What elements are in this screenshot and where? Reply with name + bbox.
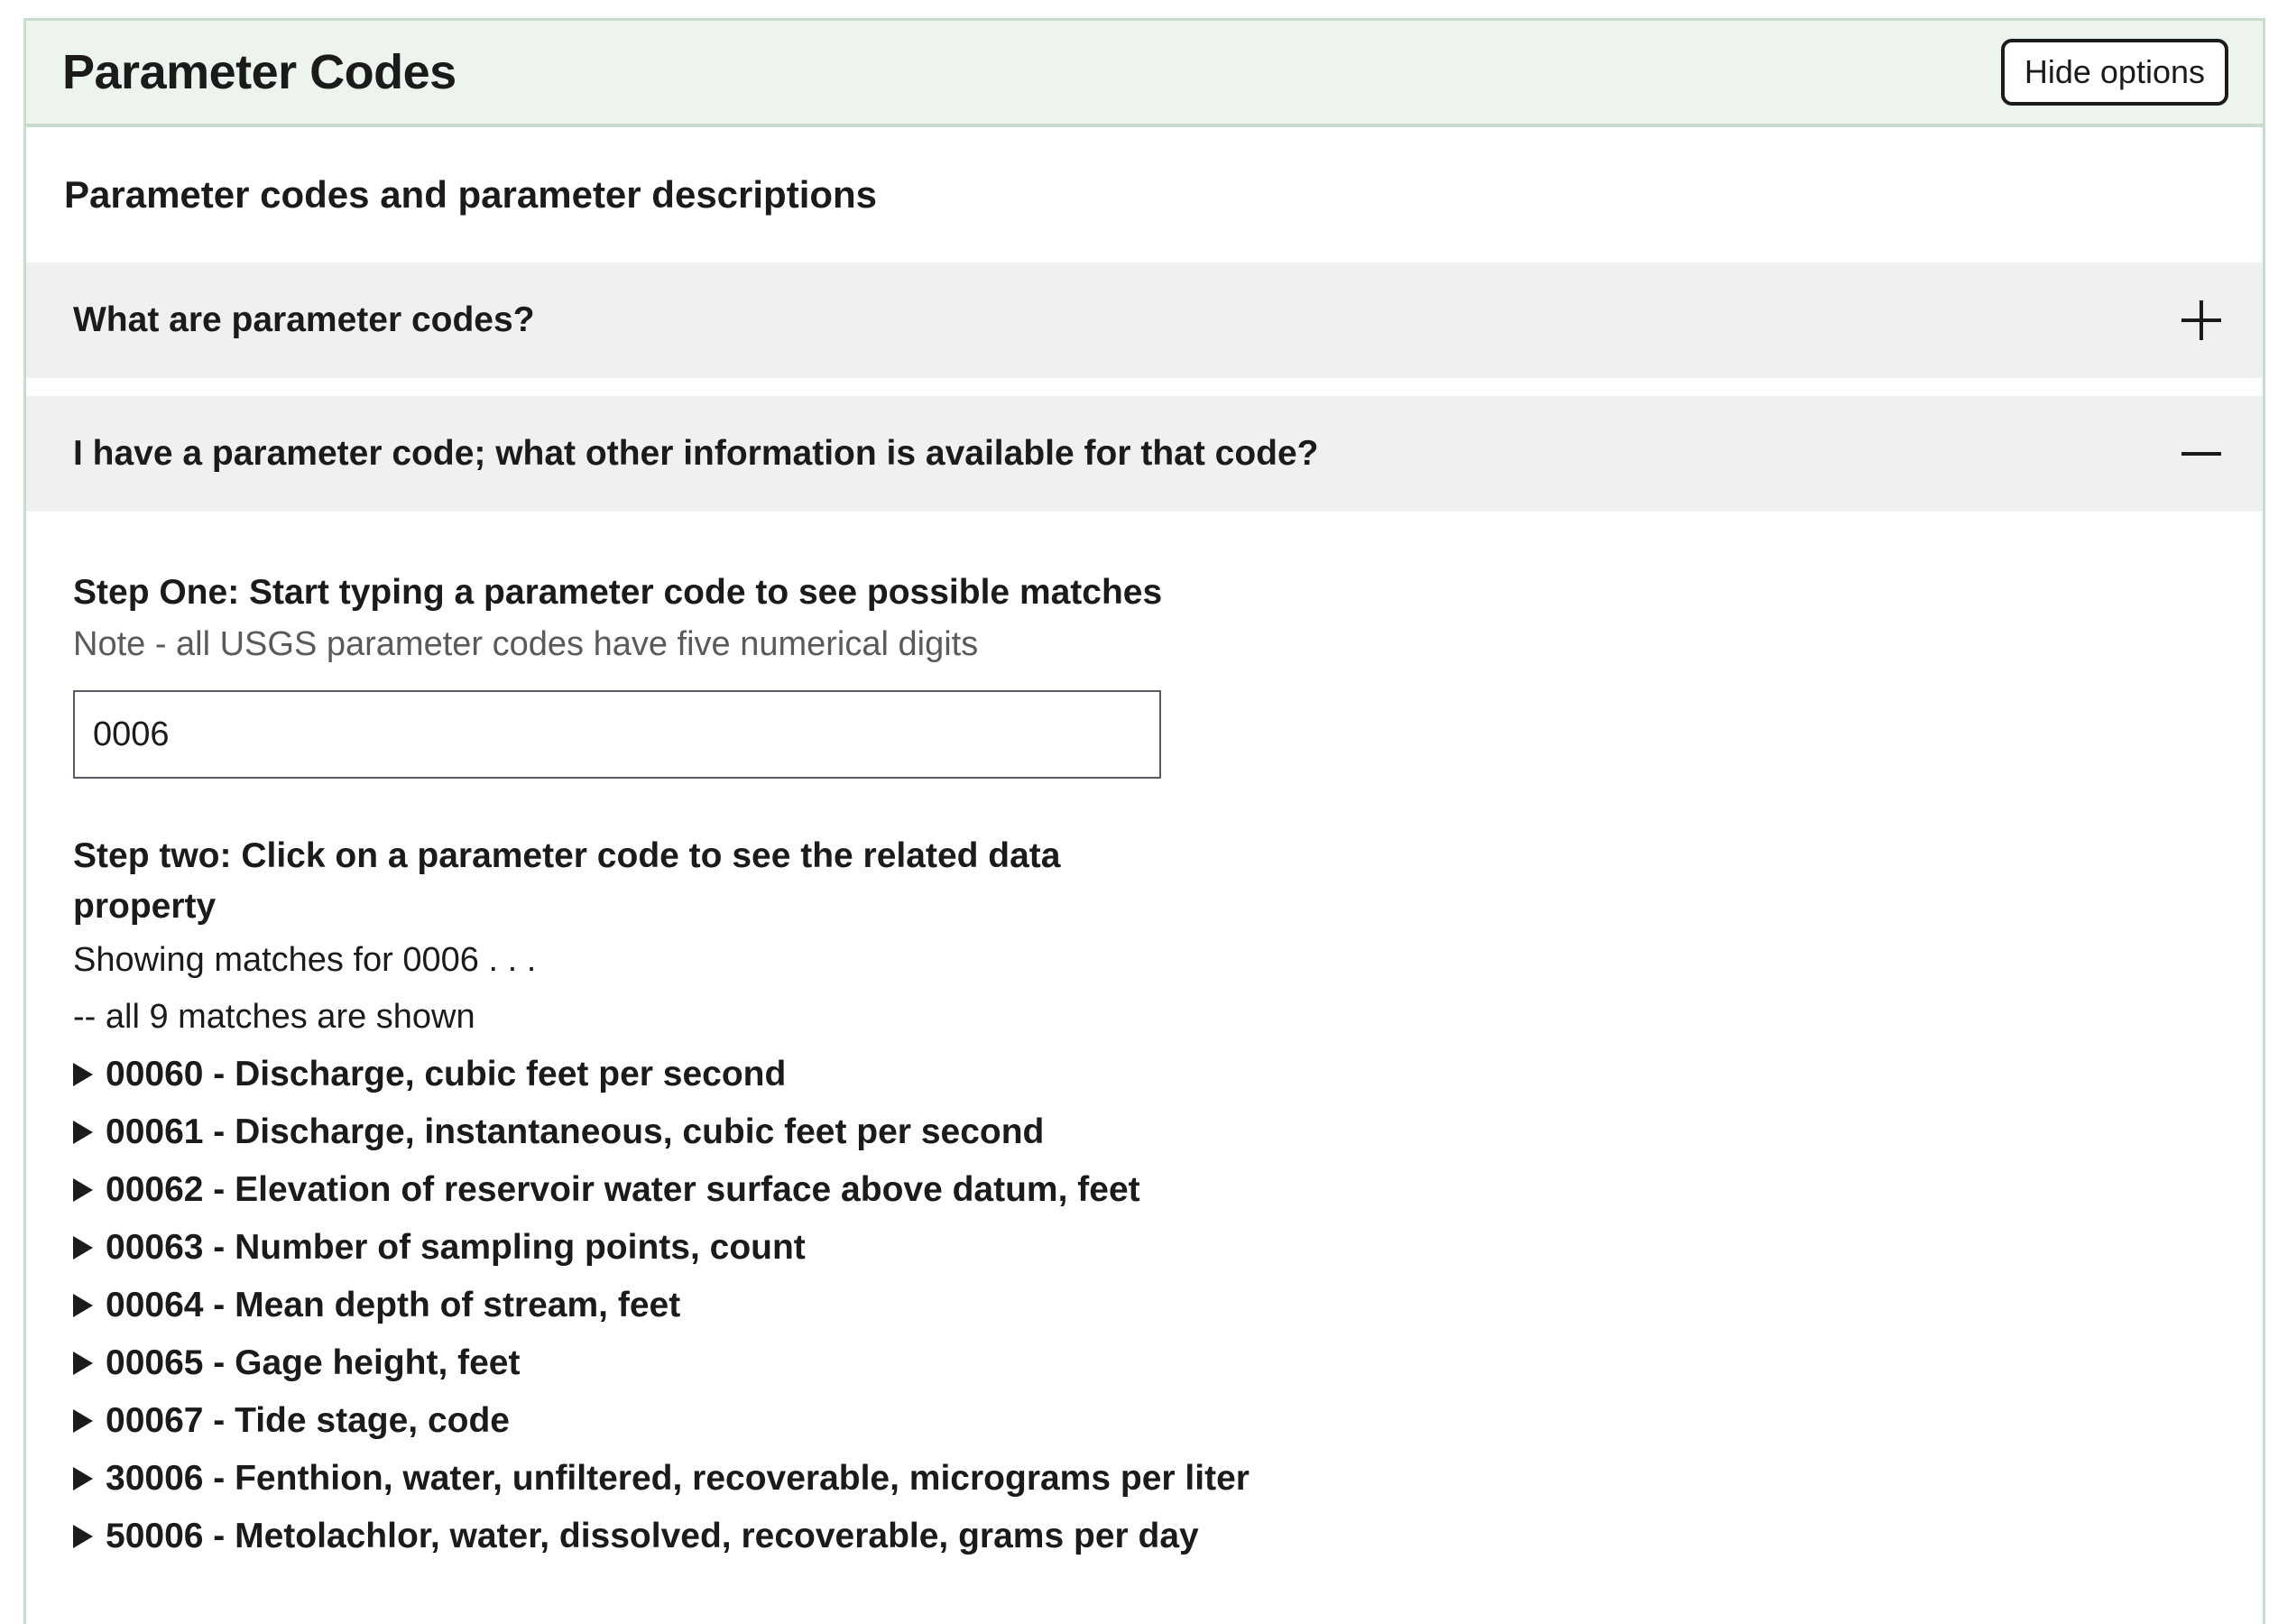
- disclosure-triangle-icon: [73, 1178, 93, 1202]
- match-item[interactable]: [73, 1161, 2216, 1219]
- match-item[interactable]: [73, 1392, 2216, 1450]
- section-heading: Parameter codes and parameter descriptions: [64, 173, 878, 216]
- panel-header: [26, 21, 2263, 127]
- disclosure-triangle-icon: [73, 1352, 93, 1375]
- match-label: 00062 - Elevation of reservoir water surface above datum, feet: [106, 1170, 1140, 1209]
- match-label: 30006 - Fenthion, water, unfiltered, recoverable, micrograms per liter: [106, 1459, 1250, 1498]
- accordion-content: [26, 512, 2263, 1565]
- match-label: 00065 - Gage height, feet: [106, 1343, 521, 1382]
- hide-options-button[interactable]: Hide options: [2001, 39, 2228, 106]
- step-two-title: Step two: Click on a parameter code to see the related data property: [73, 836, 1061, 926]
- disclosure-triangle-icon: [73, 1525, 93, 1548]
- minus-icon: [2181, 434, 2221, 474]
- match-item[interactable]: [73, 1334, 2216, 1392]
- disclosure-triangle-icon: [73, 1294, 93, 1317]
- match-label: 00063 - Number of sampling points, count: [106, 1228, 806, 1267]
- match-count-text: -- all 9 matches are shown: [73, 998, 475, 1036]
- disclosure-triangle-icon: [73, 1467, 93, 1490]
- match-label: 50006 - Metolachlor, water, dissolved, recoverable, grams per day: [106, 1517, 1199, 1555]
- match-item[interactable]: [73, 1450, 2216, 1508]
- accordion-label: I have a parameter code; what other information is available for that code?: [73, 434, 1319, 473]
- step-one-title: Step One: Start typing a parameter code to see possible matches: [73, 573, 1163, 612]
- plus-icon: [2181, 300, 2221, 340]
- match-item[interactable]: [73, 1103, 2216, 1161]
- accordion-parameter-code-info[interactable]: [26, 396, 2263, 512]
- step-one-note: Note - all USGS parameter codes have five numerical digits: [73, 625, 979, 663]
- showing-matches-text: Showing matches for 0006 . . .: [73, 941, 537, 979]
- disclosure-triangle-icon: [73, 1063, 93, 1086]
- accordion-label: What are parameter codes?: [73, 300, 535, 339]
- match-item[interactable]: [73, 1508, 2216, 1565]
- accordion-what-are-parameter-codes[interactable]: [26, 263, 2263, 378]
- parameter-codes-panel: [23, 18, 2265, 1624]
- disclosure-triangle-icon: [73, 1121, 93, 1144]
- match-item[interactable]: [73, 1277, 2216, 1334]
- accordion-divider: [26, 378, 2263, 396]
- parameter-code-input[interactable]: [73, 690, 1161, 779]
- panel-title: Parameter Codes: [62, 45, 457, 99]
- disclosure-triangle-icon: [73, 1409, 93, 1433]
- match-item[interactable]: [73, 1046, 2216, 1103]
- match-label: 00061 - Discharge, instantaneous, cubic feet per second: [106, 1112, 1045, 1151]
- disclosure-triangle-icon: [73, 1236, 93, 1260]
- match-item[interactable]: [73, 1219, 2216, 1277]
- matches-list: [73, 1046, 2216, 1565]
- match-label: 00067 - Tide stage, code: [106, 1401, 510, 1440]
- match-label: 00064 - Mean depth of stream, feet: [106, 1286, 681, 1324]
- match-label: 00060 - Discharge, cubic feet per second: [106, 1055, 787, 1093]
